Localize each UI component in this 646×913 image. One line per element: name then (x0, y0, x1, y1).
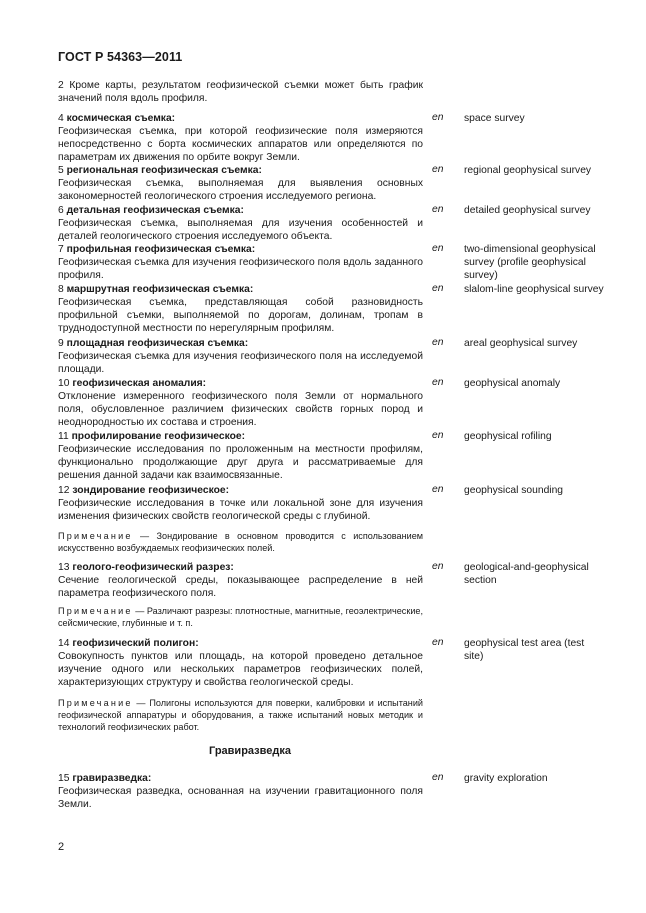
note-separator: — (132, 698, 150, 708)
term-definition: Геофизические исследования в точке или локальной зоне для изучения изменения физических свойств геологической среды с глубиной. (58, 498, 423, 522)
term-title: зондирование геофизическое: (72, 485, 230, 496)
term-title: маршрутная геофизическая съемка: (66, 284, 254, 295)
lang-code: en (432, 164, 444, 175)
note-label: Примечание (58, 531, 133, 541)
english-equivalent: geophysical sounding (464, 485, 564, 496)
term-number: 11 (58, 431, 69, 442)
english-equivalent: gravity exploration (464, 773, 548, 784)
term-title: геофизическая аномалия: (72, 378, 207, 389)
lang-code: en (432, 243, 444, 254)
lang-code: en (432, 337, 444, 348)
term-title: профилирование геофизическое: (71, 431, 246, 442)
note-13 (58, 605, 423, 629)
section-title: Гравиразведка (209, 745, 291, 757)
term-entry-15 (58, 772, 423, 811)
term-number: 8 (58, 284, 64, 295)
term-definition: Сечение геологической среды, показывающее распределение в ней параметра геофизического поля. (58, 575, 423, 599)
term-number: 12 (58, 485, 70, 496)
term-definition: Геофизическая съемка для изучения геофизического поля на исследуемой площади. (58, 351, 423, 375)
term-entry-5 (58, 164, 423, 203)
term-definition: Совокупность пунктов или площадь, на которой проведено детальное изучение одного или нескольких параметров геофизических полей, характеризующих структуру и свойства геологической среды. (58, 651, 423, 688)
term-definition: Геофизические исследования по проложенным на местности профилям, функционально продолжающие друг друга и рассматриваемые для решения данной задачи как взаимосвязанные. (58, 444, 423, 481)
note-label: Примечание (58, 606, 133, 616)
term-number: 9 (58, 338, 64, 349)
term-entry-7 (58, 243, 423, 282)
english-equivalent: regional geophysical survey (464, 165, 592, 176)
english-equivalent: geophysical anomaly (464, 378, 561, 389)
term-title: геофизический полигон: (72, 638, 199, 649)
term-entry-11 (58, 430, 423, 482)
term-definition: Геофизическая съемка, выполняемая для изучения особенностей и деталей геологического строения исследуемого объекта. (58, 218, 423, 242)
term-entry-8 (58, 283, 423, 335)
term-entry-4 (58, 112, 423, 164)
term-number: 7 (58, 244, 64, 255)
document-header: ГОСТ Р 54363—2011 (58, 50, 183, 64)
lang-code: en (432, 772, 444, 783)
term-number: 13 (58, 562, 70, 573)
english-equivalent: areal geophysical survey (464, 338, 578, 349)
note-text: Зондирование в основном проводится с использованием искусственно возбуждаемых геофизических полей. (58, 531, 423, 553)
term-title: профильная геофизическая съемка: (66, 244, 256, 255)
lang-code: en (432, 112, 444, 123)
term-entry-12 (58, 484, 423, 523)
term-number: 5 (58, 165, 64, 176)
term-entry-13 (58, 561, 423, 600)
term-number: 10 (58, 378, 70, 389)
english-equivalent: detailed geophysical survey (464, 205, 591, 216)
english-equivalent: two-dimensional geophysical survey (profile geophysical survey) (464, 244, 596, 281)
term-title: региональная геофизическая съемка: (66, 165, 262, 176)
note-text: Различают разрезы: плотностные, магнитные, геоэлектрические, сейсмические, глубинные и т. п. (58, 606, 423, 628)
term-definition: Геофизическая съемка, при которой геофизические поля измеряются непосредственно с борта космических аппаратов или определяются по параметрам их движения по орбите вокруг Земли. (58, 126, 423, 163)
term-entry-10 (58, 377, 423, 429)
term-definition: Геофизическая съемка, выполняемая для выявления основных закономерностей геологического строения исследуемого региона. (58, 178, 423, 202)
english-equivalent: slalom-line geophysical survey (464, 284, 604, 295)
term-number: 15 (58, 773, 70, 784)
term-definition: Геофизическая съемка, представляющая собой разновидность профильной съемки, выполняемой по дорогам, долинам, тропам в труднодоступной местности по нерегулярным профилям. (58, 297, 423, 334)
note-label: Примечание (58, 698, 133, 708)
term-entry-9 (58, 337, 423, 376)
note-14 (58, 697, 423, 733)
term-definition: Геофизическая разведка, основанная на изучении гравитационного поля Земли. (58, 786, 423, 810)
note-separator: — (132, 531, 157, 541)
term-title: площадная геофизическая съемка: (66, 338, 249, 349)
english-equivalent: geophysical test area (test site) (464, 638, 585, 662)
lang-code: en (432, 204, 444, 215)
lang-code: en (432, 430, 444, 441)
page-number: 2 (58, 841, 65, 853)
note-separator: — (132, 606, 147, 616)
intro-note: 2 Кроме карты, результатом геофизической съемки может быть график значений поля вдоль профиля. (58, 80, 423, 104)
english-equivalent: space survey (464, 113, 525, 124)
term-title: геолого-геофизический разрез: (72, 562, 234, 573)
note-text: Полигоны используются для поверки, калибровки и испытаний геофизической аппаратуры и оборудования, а также испытаний новых методик и технологий геофизических работ. (58, 698, 423, 732)
lang-code: en (432, 283, 444, 294)
term-entry-14 (58, 637, 423, 689)
term-title: детальная геофизическая съемка: (66, 205, 244, 216)
term-definition: Отклонение измеренного геофизического поля Земли от нормального поля, обусловленное различием физических свойств горных пород и неоднородностью их состава и строения. (58, 391, 423, 428)
term-title: космическая съемка: (66, 113, 176, 124)
term-number: 14 (58, 638, 70, 649)
term-title: гравиразведка: (72, 773, 152, 784)
note-12 (58, 530, 423, 554)
english-equivalent: geological-and-geophysical section (464, 562, 589, 586)
english-equivalent: geophysical rofiling (464, 431, 552, 442)
term-definition: Геофизическая съемка для изучения геофизического поля вдоль заданного профиля. (58, 257, 423, 281)
lang-code: en (432, 377, 444, 388)
term-number: 6 (58, 205, 64, 216)
lang-code: en (432, 561, 444, 572)
term-entry-6 (58, 204, 423, 243)
term-number: 4 (58, 113, 64, 124)
lang-code: en (432, 637, 444, 648)
lang-code: en (432, 484, 444, 495)
